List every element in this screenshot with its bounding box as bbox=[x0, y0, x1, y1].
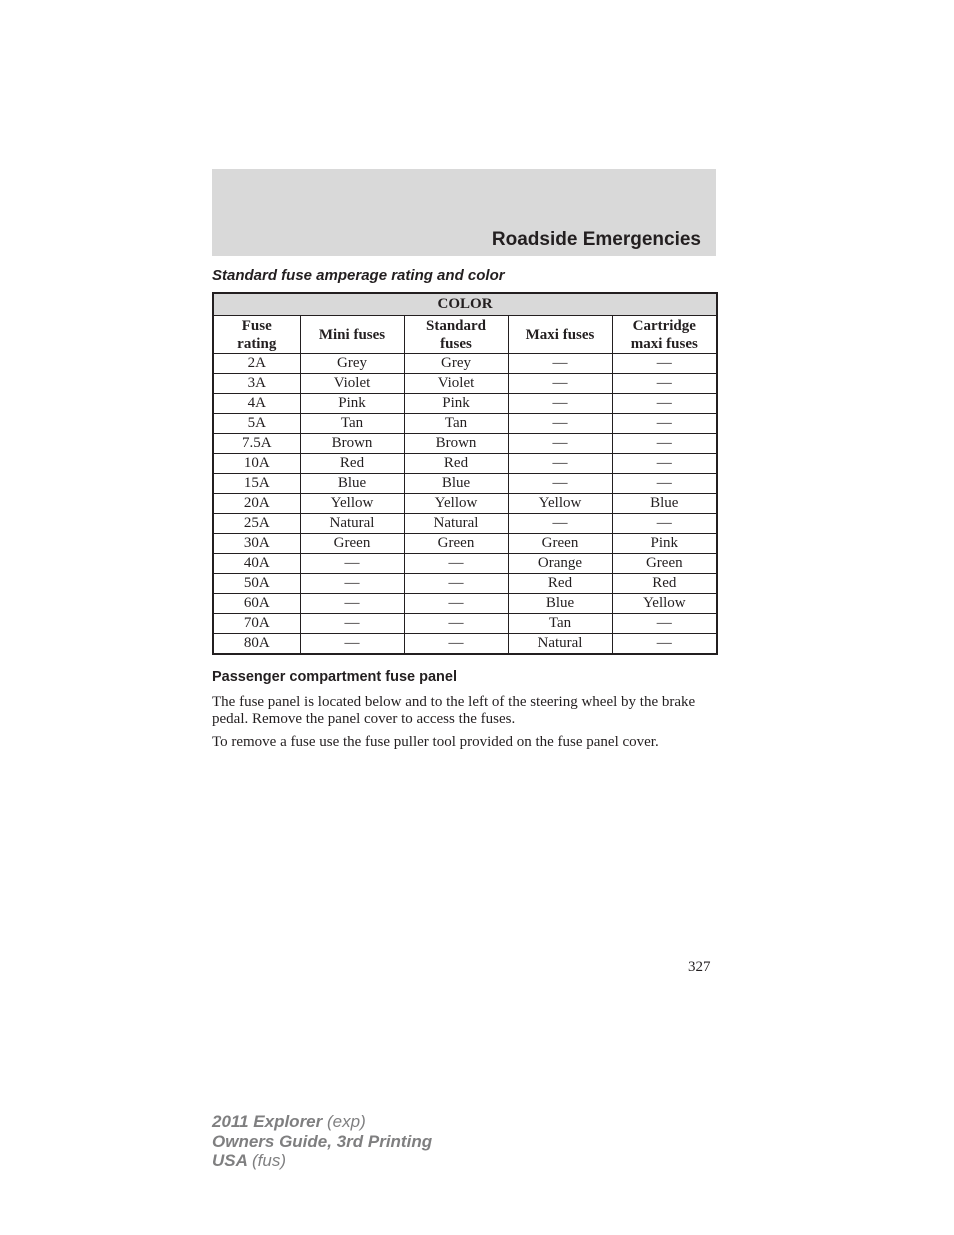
table-cell: Blue bbox=[300, 474, 404, 494]
color-group-header: COLOR bbox=[213, 293, 717, 316]
table-row bbox=[213, 454, 717, 474]
table-cell: 10A bbox=[213, 454, 300, 474]
table-cell: Green bbox=[404, 534, 508, 554]
table-cell: 4A bbox=[213, 394, 300, 414]
table-row bbox=[213, 494, 717, 514]
table-cell: Grey bbox=[300, 354, 404, 374]
table-cell: — bbox=[300, 614, 404, 634]
column-header: Standard fuses bbox=[404, 316, 508, 354]
table-row bbox=[213, 614, 717, 634]
table-cell: — bbox=[508, 414, 612, 434]
table-cell: 20A bbox=[213, 494, 300, 514]
table-cell: Red bbox=[508, 574, 612, 594]
paragraph-location: The fuse panel is located below and to the left of the steering wheel by the brake pedal. Remove the panel cover to access the fuses. bbox=[212, 694, 696, 727]
table-cell: — bbox=[612, 474, 717, 494]
table-cell: — bbox=[612, 634, 717, 655]
table-cell: — bbox=[404, 614, 508, 634]
table-cell: Yellow bbox=[612, 594, 717, 614]
table-cell: Grey bbox=[404, 354, 508, 374]
table-cell: Tan bbox=[404, 414, 508, 434]
table-cell: — bbox=[508, 374, 612, 394]
table-cell: — bbox=[404, 594, 508, 614]
table-cell: 7.5A bbox=[213, 434, 300, 454]
table-cell: — bbox=[508, 454, 612, 474]
table-cell: Green bbox=[300, 534, 404, 554]
table-row bbox=[213, 634, 717, 655]
table-cell: Yellow bbox=[300, 494, 404, 514]
table-cell: 50A bbox=[213, 574, 300, 594]
table-cell: 5A bbox=[213, 414, 300, 434]
footer-line-region: USA (fus) bbox=[212, 1151, 286, 1170]
table-cell: — bbox=[612, 434, 717, 454]
footer-line-guide: Owners Guide, 3rd Printing bbox=[212, 1131, 433, 1151]
table-cell: Red bbox=[612, 574, 717, 594]
table-cell: Brown bbox=[404, 434, 508, 454]
table-cell: 30A bbox=[213, 534, 300, 554]
table-cell: — bbox=[612, 454, 717, 474]
table-cell: — bbox=[612, 514, 717, 534]
table-cell: 2A bbox=[213, 354, 300, 374]
table-cell: Natural bbox=[404, 514, 508, 534]
table-cell: — bbox=[508, 354, 612, 374]
table-cell: Blue bbox=[612, 494, 717, 514]
column-header: Mini fuses bbox=[300, 316, 404, 354]
table-cell: — bbox=[612, 374, 717, 394]
table-cell: — bbox=[508, 514, 612, 534]
table-cell: Red bbox=[300, 454, 404, 474]
column-header: Cartridge maxi fuses bbox=[612, 316, 717, 354]
table-cell: Natural bbox=[300, 514, 404, 534]
table-cell: Blue bbox=[404, 474, 508, 494]
table-cell: — bbox=[300, 634, 404, 655]
table-cell: — bbox=[300, 574, 404, 594]
table-cell: — bbox=[508, 394, 612, 414]
footer-line-model: 2011 Explorer (exp) bbox=[212, 1112, 366, 1131]
table-cell: 60A bbox=[213, 594, 300, 614]
table-cell: Pink bbox=[612, 534, 717, 554]
table-cell: Blue bbox=[508, 594, 612, 614]
table-row bbox=[213, 414, 717, 434]
footer bbox=[212, 1112, 432, 1171]
table-cell: — bbox=[612, 614, 717, 634]
table-row bbox=[213, 394, 717, 414]
fuse-color-table bbox=[212, 292, 718, 655]
table-cell: 3A bbox=[213, 374, 300, 394]
table-row bbox=[213, 374, 717, 394]
table-cell: 15A bbox=[213, 474, 300, 494]
table-cell: — bbox=[404, 554, 508, 574]
table-row bbox=[213, 434, 717, 454]
table-row bbox=[213, 554, 717, 574]
header-band bbox=[212, 169, 716, 256]
table-cell: Red bbox=[404, 454, 508, 474]
table-cell: — bbox=[612, 354, 717, 374]
table-cell: Brown bbox=[300, 434, 404, 454]
paragraph-removal: To remove a fuse use the fuse puller tool provided on the fuse panel cover. bbox=[212, 734, 659, 750]
table-cell: Tan bbox=[300, 414, 404, 434]
table-cell: Yellow bbox=[404, 494, 508, 514]
chapter-title: Roadside Emergencies bbox=[491, 229, 701, 250]
table-cell: Tan bbox=[508, 614, 612, 634]
table-cell: 80A bbox=[213, 634, 300, 655]
table-cell: — bbox=[404, 574, 508, 594]
table-cell: — bbox=[612, 414, 717, 434]
table-row bbox=[213, 534, 717, 554]
subsection-title: Passenger compartment fuse panel bbox=[212, 669, 457, 685]
table-row bbox=[213, 354, 717, 374]
table-row bbox=[213, 594, 717, 614]
table-cell: — bbox=[612, 394, 717, 414]
table-row bbox=[213, 474, 717, 494]
table-cell: 25A bbox=[213, 514, 300, 534]
table-cell: Green bbox=[612, 554, 717, 574]
table-cell: — bbox=[508, 474, 612, 494]
table-cell: Pink bbox=[404, 394, 508, 414]
table-body bbox=[213, 354, 717, 655]
table-cell: Orange bbox=[508, 554, 612, 574]
table-cell: Yellow bbox=[508, 494, 612, 514]
table-cell: 70A bbox=[213, 614, 300, 634]
table-row bbox=[213, 514, 717, 534]
table-cell: Violet bbox=[404, 374, 508, 394]
table-cell: — bbox=[300, 554, 404, 574]
table-cell: Pink bbox=[300, 394, 404, 414]
table-cell: 40A bbox=[213, 554, 300, 574]
table-cell: — bbox=[300, 594, 404, 614]
table-cell: Natural bbox=[508, 634, 612, 655]
table-cell: Green bbox=[508, 534, 612, 554]
table-cell: — bbox=[508, 434, 612, 454]
column-header-row bbox=[213, 316, 717, 354]
table-cell: Violet bbox=[300, 374, 404, 394]
page-number: 327 bbox=[688, 959, 711, 975]
section-title: Standard fuse amperage rating and color bbox=[212, 267, 505, 284]
column-header: Maxi fuses bbox=[508, 316, 612, 354]
column-header: Fuse rating bbox=[213, 316, 300, 354]
table-row bbox=[213, 574, 717, 594]
table-cell: — bbox=[404, 634, 508, 655]
